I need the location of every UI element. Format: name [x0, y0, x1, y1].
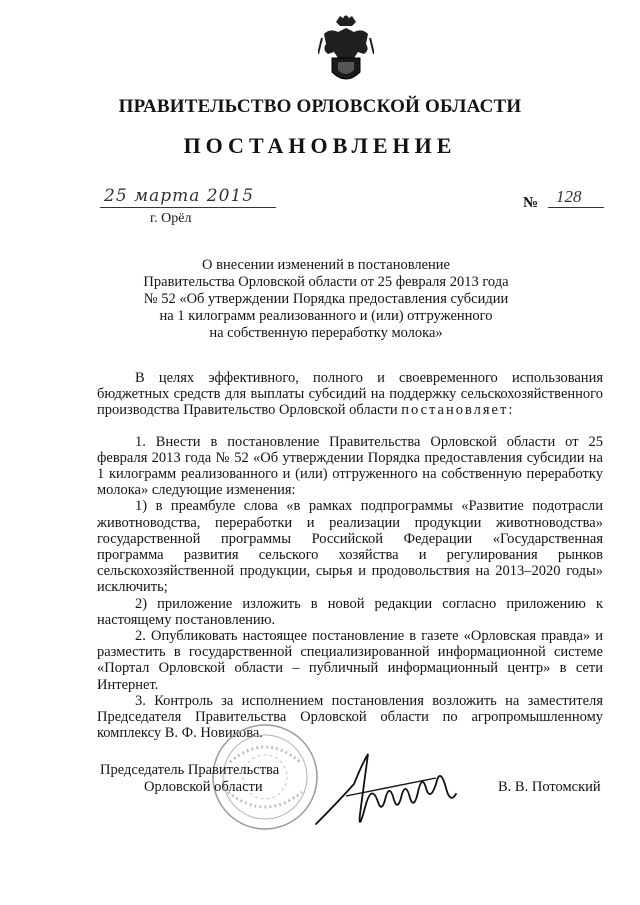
signatory-position-line: Председатель Правительства: [100, 762, 280, 778]
date-underline: [100, 207, 276, 208]
government-name: ПРАВИТЕЛЬСТВО ОРЛОВСКОЙ ОБЛАСТИ: [118, 96, 522, 117]
signatory-name: В. В. Потомский: [498, 779, 601, 795]
coat-of-arms-icon: [318, 14, 374, 86]
preamble-paragraph: [97, 370, 603, 419]
preamble-text: В целях эффективного, полного и своевременного использования бюджетных средств для выплаты субсидий на поддержку сельскохозяйственного производства Правительство Орловской области: [97, 370, 603, 419]
subject-line: О внесении изменений в постановление: [202, 257, 450, 273]
item-1: 1. Внести в постановление Правительства Орловской области от 25 февраля 2013 года № 52 «Об утверждении Порядка предоставления субсидии на 1 килограмм реализованного и (или) отгруженного на собственную переработку молока» следующие изменения:: [97, 433, 603, 499]
document-body: [97, 370, 603, 741]
item-1-1: 1) в преамбуле слова «в рамках подпрограммы «Развитие подотрасли животноводства, переработки и реализации продукции животноводства» государственной программы Российской Федерации «Государственная программа развития сельского хозяйства и регулирования рынков сельскохозяйственной продукции, сырья и продовольствия на 2013–2020 годы» исключить;: [97, 498, 603, 596]
signatory-position: [100, 762, 279, 796]
subject-line: на 1 килограмм реализованного и (или) отгруженного: [159, 308, 493, 324]
subject-line: на собственную переработку молока»: [209, 325, 443, 341]
item-3: 3. Контроль за исполнением постановления возложить на заместителя Председателя Правительства Орловской области по агропромышленному комплексу В. Ф. Новикова.: [97, 692, 603, 742]
subject-line: Правительства Орловской области от 25 февраля 2013 года: [143, 274, 509, 290]
item-2: 2. Опубликовать настоящее постановление в газете «Орловская правда» и разместить в государственной специализированной информационной системе «Портал Орловской области – публичный информационный центр» в сети Интернет.: [97, 628, 603, 693]
city-label: г. Орёл: [150, 211, 192, 226]
handwritten-number: 128: [556, 187, 582, 206]
document-title: ПОСТАНОВЛЕНИЕ: [183, 133, 457, 158]
number-underline: [548, 207, 604, 208]
preamble-resolution-word: постановляет:: [401, 402, 515, 419]
document-subject: [140, 257, 512, 342]
subject-line: № 52 «Об утверждении Порядка предоставления субсидии: [143, 291, 509, 307]
handwritten-date: 25 марта 2015: [104, 186, 255, 206]
handwritten-signature-icon: [306, 744, 466, 844]
signatory-position-line: Орловской области: [144, 779, 263, 795]
item-1-2: 2) приложение изложить в новой редакции согласно приложению к настоящему постановлению.: [97, 595, 603, 628]
number-label: №: [523, 195, 539, 211]
